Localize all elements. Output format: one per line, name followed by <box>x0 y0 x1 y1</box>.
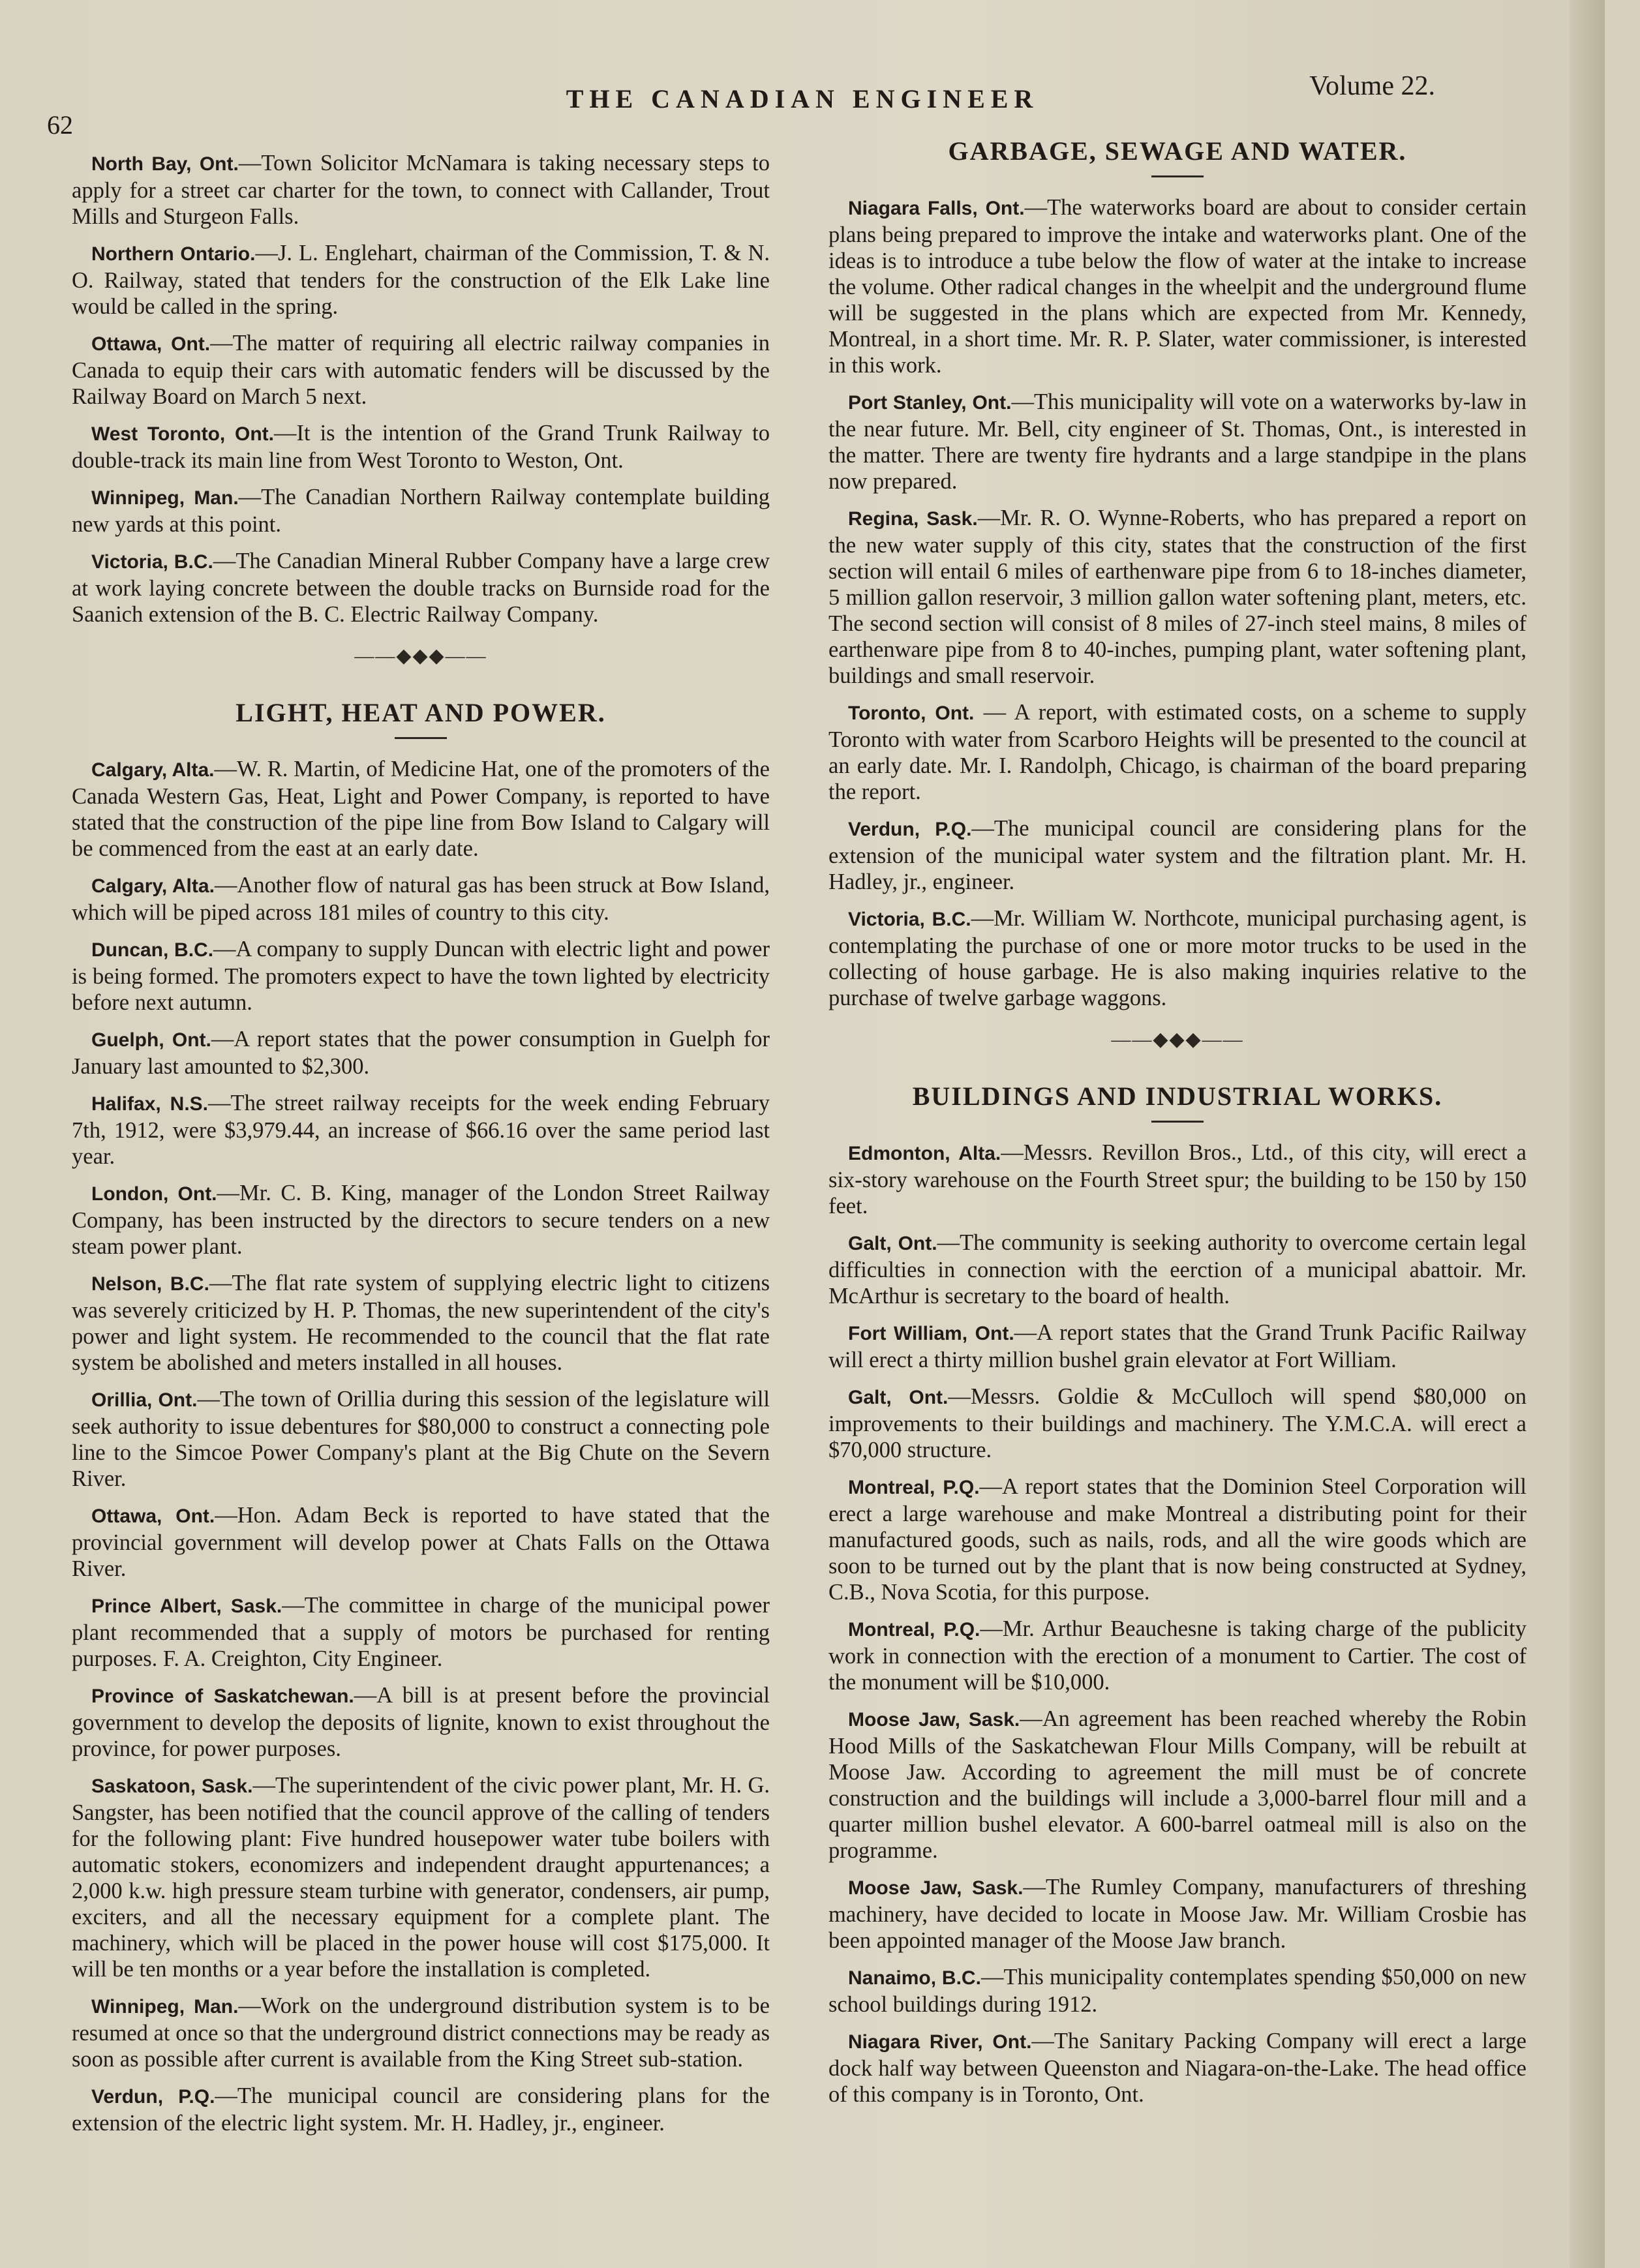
entry-text: —The street railway receipts for the week ending February 7th, 1912, were $3,979.44, an increase of $66.16 over the same period last year. <box>72 1091 770 1169</box>
light-heat-power-entries <box>72 756 770 2136</box>
news-entry <box>828 505 1526 689</box>
entry-text: —This municipality will vote on a waterworks by-law in the near future. Mr. Bell, city engineer of St. Thomas, Ont., is interested in the matter. There are twenty fire hydrants and a large standpipe in the plans now prepared. <box>828 389 1526 494</box>
entry-place: Nanaimo, B.C. <box>848 1967 981 1989</box>
section-title-buildings-industrial: BUILDINGS AND INDUSTRIAL WORKS. <box>912 1081 1443 1111</box>
entry-place: Victoria, B.C. <box>91 551 213 573</box>
section-title-light-heat-power: LIGHT, HEAT AND POWER. <box>235 698 606 727</box>
news-entry <box>72 1180 770 1260</box>
entry-text: —The town of Orillia during this session of the legislature will seek authority to issue debentures for $80,000 to construct a connecting pole line to the Simcoe Power Company's plant at the Big Chute on the Severn River. <box>72 1387 770 1491</box>
entry-text: —A bill is at present before the provincial government to develop the deposits of lignite, known to exist throughout the province, for power purposes. <box>72 1683 770 1761</box>
entry-text: —The flat rate system of supplying electric light to citizens was severely criticized by H. P. Thomas, the new superintendent of the city's power and light system. He recommended to the council that the flat rate system be abolished and meters installed in all houses. <box>72 1271 770 1375</box>
entry-text: — A report, with estimated costs, on a scheme to supply Toronto with water from Scarboro Heights will be presented to the council at an early date. Mr. I. Randolph, Chicago, is chairman of the board preparing the report. <box>828 700 1526 804</box>
journal-title: THE CANADIAN ENGINEER <box>566 84 1039 113</box>
entry-text: —Hon. Adam Beck is reported to have stated that the provincial government will develop power at Chats Falls on the Ottawa River. <box>72 1503 770 1581</box>
entry-place: Halifax, N.S. <box>91 1093 208 1115</box>
page-number: 62 <box>47 110 73 140</box>
entry-text: —The committee in charge of the municipal power plant recommended that a supply of motors be purchased for renting purposes. F. A. Creighton, City Engineer. <box>72 1593 770 1671</box>
entry-place: Nelson, B.C. <box>91 1273 209 1295</box>
entry-place: London, Ont. <box>91 1183 217 1205</box>
entry-place: Ottawa, Ont. <box>91 1505 215 1527</box>
entry-place: Montreal, P.Q. <box>848 1619 980 1641</box>
entry-place: Orillia, Ont. <box>91 1389 198 1411</box>
news-entry <box>72 1682 770 1762</box>
entry-place: Calgary, Alta. <box>91 875 215 897</box>
entry-text: —Messrs. Revillon Bros., Ltd., of this city, will erect a six-story warehouse on the Fourth Street spur; the building to be 150 by 150 feet. <box>828 1140 1526 1218</box>
news-entry <box>72 1592 770 1672</box>
news-entry <box>828 815 1526 895</box>
news-entry <box>72 150 770 230</box>
news-entry <box>828 1874 1526 1954</box>
news-entry <box>828 1320 1526 1373</box>
entry-text: —An agreement has been reached whereby the Robin Hood Mills of the Saskatchewan Flour Mills Company, will be rebuilt at Moose Jaw. According to agreement the mill must be of concrete construction and the buildings will include a 3,000-barrel flour mill and a quarter million bushel elevator. A 600-barrel oatmeal mill is also on the programme. <box>828 1706 1526 1863</box>
title-rule <box>1151 1121 1204 1123</box>
news-entry <box>828 2028 1526 2108</box>
entry-place: Montreal, P.Q. <box>848 1477 980 1498</box>
entry-place: Verdun, P.Q. <box>91 2086 215 2108</box>
left-column <box>72 150 770 2147</box>
entry-text: —The community is seeking authority to overcome certain legal difficulties in connection with the eerction of a municipal abattoir. Mr. McArthur is secretary to the board of health. <box>828 1230 1526 1308</box>
entry-place: Galt, Ont. <box>848 1387 949 1408</box>
entry-text: —Another flow of natural gas has been struck at Bow Island, which will be piped across 181 miles of country to this city. <box>72 873 770 925</box>
news-entry <box>72 1502 770 1582</box>
entry-text: —The municipal council are considering plans for the extension of the electric light system. Mr. H. Hadley, jr., engineer. <box>72 2083 770 2136</box>
news-entry <box>828 905 1526 1011</box>
news-entry <box>828 1706 1526 1864</box>
news-entry <box>72 1772 770 1982</box>
entry-text: —The waterworks board are about to consider certain plans being prepared to improve the intake and waterworks plant. One of the ideas is to introduce a tube below the flow of water at the intake to increase the volume. Other radical changes in the wheelpit and the underground flume will be suggested in the plans which are expected from Mr. Kennedy, Montreal, in a short time. Mr. R. P. Slater, water commissioner, is interested in this work. <box>828 195 1526 378</box>
volume-label: Volume 22. <box>1309 71 1435 101</box>
entry-text: —The Rumley Company, manufacturers of threshing machinery, have decided to locate in Moose Jaw. Mr. William Crosbie has been appointed manager of the Moose Jaw branch. <box>828 1875 1526 1953</box>
news-entry <box>828 1140 1526 1219</box>
entry-place: Niagara Falls, Ont. <box>848 198 1025 219</box>
news-entry <box>72 756 770 862</box>
entry-place: Regina, Sask. <box>848 508 978 530</box>
entry-place: North Bay, Ont. <box>91 153 239 175</box>
entry-text: —This municipality contemplates spending $50,000 on new school buildings during 1912. <box>828 1965 1526 2017</box>
entry-place: Winnipeg, Man. <box>91 1996 239 2018</box>
entry-place: Duncan, B.C. <box>91 939 214 961</box>
news-entry <box>72 240 770 320</box>
entry-place: Toronto, Ont. <box>848 703 975 724</box>
section-title-garbage-sewage-water: GARBAGE, SEWAGE AND WATER. <box>948 136 1407 166</box>
news-entry <box>828 389 1526 494</box>
binding-gutter <box>1570 0 1605 2268</box>
entry-place: Province of Saskatchewan. <box>91 1686 354 1707</box>
entry-text: —The Canadian Mineral Rubber Company have a large crew at work laying concrete between the double tracks on Burnside road for the Saanich extension of the B. C. Electric Railway Company. <box>72 549 770 627</box>
entry-place: Verdun, P.Q. <box>848 819 972 840</box>
news-entry <box>828 1230 1526 1309</box>
entry-text: —The Sanitary Packing Company will erect a large dock half way between Queenston and Niagara-on-the-Lake. The head office of this company is in Toronto, Ont. <box>828 2029 1526 2107</box>
entry-place: West Toronto, Ont. <box>91 423 274 445</box>
news-entry <box>72 1026 770 1080</box>
news-entry <box>72 936 770 1016</box>
entry-text: —A report states that the power consumption in Guelph for January last amounted to $2,300. <box>72 1027 770 1079</box>
entry-place: Moose Jaw, Sask. <box>848 1709 1020 1731</box>
entry-text: —Mr. William W. Northcote, municipal purchasing agent, is contemplating the purchase of one or more motor trucks to be used in the collecting of house garbage. He is also making inquiries relative to the purchase of twelve garbage waggons. <box>828 906 1527 1010</box>
entry-text: —A report states that the Grand Trunk Pacific Railway will erect a thirty million bushel grain elevator at Fort William. <box>828 1320 1526 1372</box>
news-entry <box>72 2083 770 2136</box>
news-entry <box>72 1090 770 1170</box>
news-entry <box>72 1993 770 2072</box>
entry-place: Moose Jaw, Sask. <box>848 1877 1024 1899</box>
entry-text: —The superintendent of the civic power plant, Mr. H. G. Sangster, has been notified that the council approve of the calling of tenders for the following plant: Five hundred housepower water tube boilers with automatic stokers, economizers and independent draught appurtenances; a 2,000 k.w. high pressure steam turbine with generator, condensers, air pump, exciters, and all the necessary equipment for a complete plant. The machinery, which will be placed in the power house will cost $175,000. It will be ten months or a year before the installation is completed. <box>72 1773 770 1982</box>
section-ornament: ——◆◆◆—— <box>354 645 487 667</box>
title-rule <box>1151 175 1204 177</box>
news-entry <box>72 330 770 410</box>
entry-place: Guelph, Ont. <box>91 1029 211 1051</box>
entry-place: Saskatoon, Sask. <box>91 1776 253 1797</box>
entry-text: —It is the intention of the Grand Trunk Railway to double-track its main line from West Toronto to Weston, Ont. <box>72 421 770 473</box>
news-entry <box>828 1383 1526 1463</box>
entry-place: Winnipeg, Man. <box>91 487 239 509</box>
railway-entries <box>72 150 770 627</box>
entry-place: Calgary, Alta. <box>91 759 215 781</box>
garbage-sewage-water-entries <box>828 194 1526 1011</box>
entry-text: —A report states that the Dominion Steel Corporation will erect a large warehouse and make Montreal a distributing point for their manufactured goods, such as nails, rods, and all the wire goods which are soon to be turned out by the plant that is now being constructed at Sydney, C.B., Nova Scotia, for this purpose. <box>828 1474 1526 1605</box>
entry-text: —J. L. Englehart, chairman of the Commission, T. & N. O. Railway, stated that tenders for the construction of the Elk Lake line would be called in the spring. <box>72 241 770 319</box>
entry-place: Galt, Ont. <box>848 1233 937 1254</box>
news-entry <box>72 872 770 926</box>
news-entry <box>828 1616 1526 1695</box>
entry-text: —W. R. Martin, of Medicine Hat, one of the promoters of the Canada Western Gas, Heat, Light and Power Company, is reported to have stated that the construction of the pipe line from Bow Island to Calgary will be commenced from the east at an early date. <box>72 757 770 861</box>
news-entry <box>828 1964 1526 2018</box>
buildings-industrial-entries <box>828 1140 1526 2108</box>
title-rule <box>395 737 447 739</box>
entry-text: —The matter of requiring all electric railway companies in Canada to equip their cars with automatic fenders will be discussed by the Railway Board on March 5 next. <box>72 331 770 409</box>
entry-place: Ottawa, Ont. <box>91 333 211 355</box>
entry-place: Victoria, B.C. <box>848 909 971 930</box>
entry-place: Niagara River, Ont. <box>848 2031 1032 2053</box>
entry-place: Edmonton, Alta. <box>848 1143 1001 1164</box>
section-ornament: ——◆◆◆—— <box>1111 1029 1244 1050</box>
entry-place: Northern Ontario. <box>91 243 256 265</box>
entry-text: —The municipal council are considering plans for the extension of the municipal water system and the filtration plant. Mr. H. Hadley, jr., engineer. <box>828 816 1526 894</box>
news-entry <box>828 1474 1526 1605</box>
entry-place: Fort William, Ont. <box>848 1323 1014 1344</box>
news-entry <box>72 1270 770 1376</box>
right-column <box>828 124 1526 2118</box>
entry-text: —Town Solicitor McNamara is taking necessary steps to apply for a street car charter for the town, to connect with Callander, Trout Mills and Sturgeon Falls. <box>72 151 770 229</box>
entry-text: —Messrs. Goldie & McCulloch will spend $80,000 on improvements to their buildings and machinery. The Y.M.C.A. will erect a $70,000 structure. <box>828 1384 1526 1462</box>
entry-text: —Mr. Arthur Beauchesne is taking charge of the publicity work in connection with the erection of a monument to Cartier. The cost of the monument will be $10,000. <box>828 1616 1526 1695</box>
entry-text: —Mr. C. B. King, manager of the London Street Railway Company, has been instructed by the directors to secure tenders on a new steam power plant. <box>72 1181 770 1259</box>
entry-text: —A company to supply Duncan with electric light and power is being formed. The promoters expect to have the town lighted by electricity before next autumn. <box>72 937 770 1015</box>
entry-place: Port Stanley, Ont. <box>848 392 1012 414</box>
news-entry <box>72 420 770 474</box>
news-entry <box>72 548 770 627</box>
news-entry <box>72 484 770 537</box>
entry-text: —Mr. R. O. Wynne-Roberts, who has prepared a report on the new water supply of this city, states that the construction of the first section will entail 6 miles of earthenware pipe from 6 to 18-inches diameter, 5 million gallon reservoir, 3 million gallon water softening plant, meters, etc. The second section will consist of 8 miles of 27-inch steel mains, 8 miles of earthenware pipe from 8 to 40-inches, pumping plant, water softening plant, buildings and small reservoir. <box>828 506 1526 688</box>
entry-text: —The Canadian Northern Railway contemplate building new yards at this point. <box>72 485 770 537</box>
entry-text: —Work on the underground distribution system is to be resumed at once so that the underground district connections may be ready as soon as possible after current is available from the King Street sub-station. <box>72 1993 770 2072</box>
news-entry <box>72 1386 770 1492</box>
news-entry <box>828 194 1526 378</box>
entry-place: Prince Albert, Sask. <box>91 1595 282 1617</box>
news-entry <box>828 699 1526 805</box>
